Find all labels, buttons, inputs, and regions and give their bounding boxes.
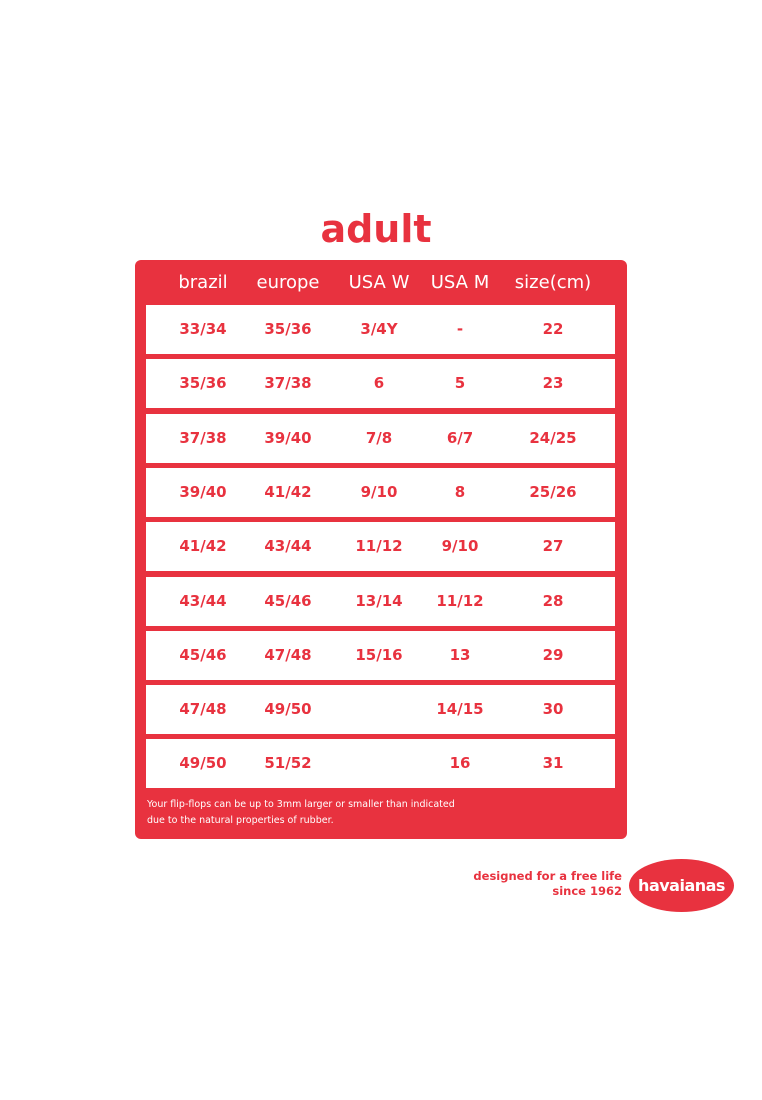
cell-size-cm: 30 [542, 700, 564, 718]
cell-size-cm: 22 [542, 320, 564, 338]
cell-size-cm: 23 [542, 374, 564, 392]
table-row [146, 685, 615, 734]
cell-usa-w: 3/4Y [360, 320, 398, 338]
table-row [146, 414, 615, 463]
page-title: adult [320, 207, 432, 251]
tagline-line-2: since 1962 [552, 884, 622, 898]
cell-usa-w: 7/8 [365, 429, 393, 447]
cell-usa-m: 8 [454, 483, 466, 501]
cell-brazil: 35/36 [179, 374, 227, 392]
header-europe: europe [256, 272, 320, 293]
cell-europe: 51/52 [264, 754, 312, 772]
table-row [146, 359, 615, 408]
cell-usa-w: 9/10 [360, 483, 398, 501]
table-row [146, 739, 615, 788]
cell-usa-m: 6/7 [446, 429, 474, 447]
cell-europe: 35/36 [264, 320, 312, 338]
cell-usa-w: 13/14 [355, 592, 403, 610]
header-usa-m: USA M [430, 272, 490, 293]
cell-usa-w: 11/12 [355, 537, 403, 555]
cell-usa-w: 15/16 [355, 646, 403, 664]
cell-europe: 47/48 [264, 646, 312, 664]
tagline-line-1: designed for a free life [473, 869, 622, 883]
cell-usa-m: - [456, 320, 464, 338]
size-chart-header [135, 260, 627, 306]
header-usa-w: USA W [348, 272, 410, 293]
cell-usa-w: 6 [373, 374, 385, 392]
cell-brazil: 45/46 [179, 646, 227, 664]
cell-brazil: 41/42 [179, 537, 227, 555]
table-row [146, 522, 615, 571]
table-row [146, 305, 615, 354]
cell-usa-m: 13 [449, 646, 471, 664]
cell-brazil: 33/34 [179, 320, 227, 338]
cell-europe: 49/50 [264, 700, 312, 718]
cell-size-cm: 24/25 [529, 429, 577, 447]
cell-europe: 39/40 [264, 429, 312, 447]
cell-usa-m: 14/15 [436, 700, 484, 718]
sizing-note-line-1: Your flip-flops can be up to 3mm larger or smaller than indicated [147, 799, 455, 810]
table-row [146, 577, 615, 626]
table-row [146, 468, 615, 517]
havaianas-logo: havaianas [629, 859, 734, 912]
cell-europe: 37/38 [264, 374, 312, 392]
cell-brazil: 49/50 [179, 754, 227, 772]
cell-usa-w [339, 739, 419, 788]
cell-europe: 45/46 [264, 592, 312, 610]
size-chart-panel [135, 260, 627, 839]
table-row [146, 631, 615, 680]
header-brazil: brazil [178, 272, 228, 293]
cell-size-cm: 28 [542, 592, 564, 610]
cell-usa-m: 5 [454, 374, 466, 392]
cell-brazil: 37/38 [179, 429, 227, 447]
sizing-note-line-2: due to the natural properties of rubber. [147, 815, 334, 826]
cell-europe: 41/42 [264, 483, 312, 501]
cell-size-cm: 27 [542, 537, 564, 555]
cell-usa-m: 9/10 [441, 537, 479, 555]
cell-brazil: 43/44 [179, 592, 227, 610]
cell-usa-w [339, 685, 419, 734]
header-size-cm: size(cm) [514, 272, 592, 293]
sizing-note [147, 797, 607, 829]
cell-size-cm: 31 [542, 754, 564, 772]
cell-size-cm: 29 [542, 646, 564, 664]
cell-usa-m: 11/12 [436, 592, 484, 610]
cell-brazil: 47/48 [179, 700, 227, 718]
brand-tagline [440, 869, 622, 899]
cell-brazil: 39/40 [179, 483, 227, 501]
cell-size-cm: 25/26 [529, 483, 577, 501]
cell-usa-m: 16 [449, 754, 471, 772]
cell-europe: 43/44 [264, 537, 312, 555]
